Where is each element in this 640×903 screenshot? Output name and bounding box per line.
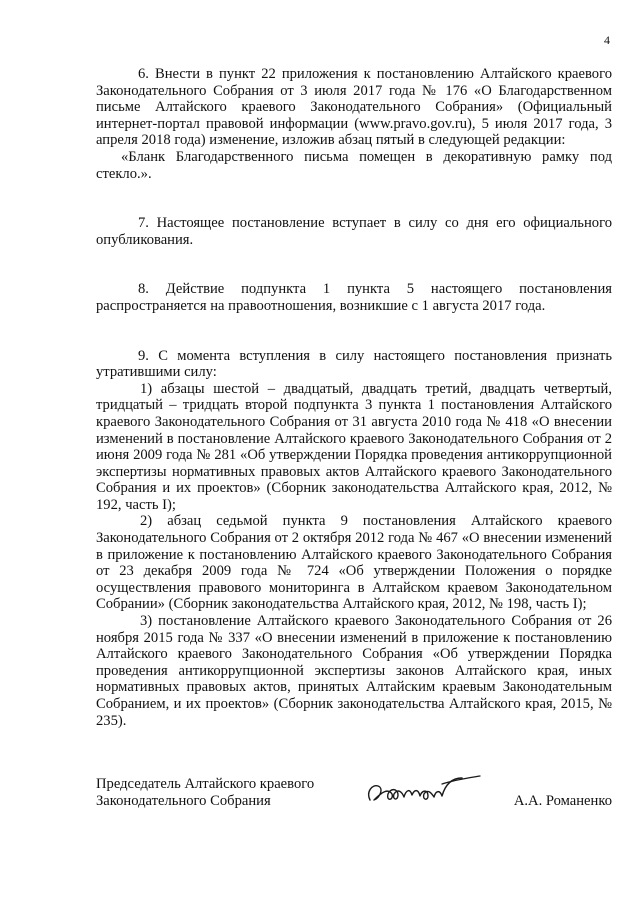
page-number: 4 bbox=[604, 33, 610, 47]
paragraph-6-quote: «Бланк Благодарственного письма помещен в декоративную рамку под стекло.». bbox=[96, 148, 612, 182]
paragraph-6: 6. Внести в пункт 22 приложения к постановлению Алтайского краевого Законодательного Собрания от 3 июля 2017 года № 176 «О Благодарственном письме Алтайского краевого Законодательного Собрания» (Официальный интернет-портал правовой информации (www.pravo.gov.ru), 5 июля 2017 года, 3 апреля 2018 года) изменение, изложив абзац пятый в следующей редакции: bbox=[96, 66, 612, 149]
handwritten-signature bbox=[364, 770, 484, 810]
signatory-position-line-2: Законодательного Собрания bbox=[96, 793, 271, 809]
signature-block bbox=[96, 776, 616, 826]
signatory-position-line-1: Председатель Алтайского краевого bbox=[96, 776, 315, 792]
paragraph-9-item-2: 2) абзац седьмой пункта 9 постановления Алтайского краевого Законодательного Собрания от 2 октября 2012 года № 467 «О внесении изменений в приложение к постановлению Алтайского краевого Законодательного Собрания от 23 декабря 2009 года № 724 «Об утверждении Положения о порядке осуществления правового мониторинга в Алтайском краевом Законодательном Собрании» (Сборник законодательства Алтайского края, 2012, № 198, часть I); bbox=[96, 513, 612, 613]
paragraph-7: 7. Настоящее постановление вступает в силу со дня его официального опубликования. bbox=[96, 215, 612, 248]
paragraph-8: 8. Действие подпункта 1 пункта 5 настоящего постановления распространяется на правоотношения, возникшие с 1 августа 2017 года. bbox=[96, 281, 612, 314]
paragraph-9: 9. С момента вступления в силу настоящего постановления признать утратившими силу: bbox=[96, 347, 612, 381]
paragraph-9-item-1: 1) абзацы шестой – двадцатый, двадцать третий, двадцать четвертый, тридцатый – тридцать второй подпункта 3 пункта 1 постановления Алтайского краевого Законодательного Собрания от 31 августа 2010 года № 418 «О внесении изменений в постановление Алтайского краевого Законодательного Собрания от 2 июня 2009 года № 281 «Об утверждении Порядка проведения антикоррупционной экспертизы нормативных правовых актов Алтайского краевого Законодательного Собрания и их проектов» (Сборник законодательства Алтайского края, 2012, № 192, часть I); bbox=[96, 380, 612, 513]
signatory-name: А.А. Романенко bbox=[513, 793, 612, 809]
paragraph-9-item-3: 3) постановление Алтайского краевого Законодательного Собрания от 26 ноября 2015 года № 337 «О внесении изменений в приложение к постановлению Алтайского краевого Законодательного Собрания «Об утверждении Порядка проведения антикоррупционной экспертизы законов Алтайского края, иных нормативных правовых актов, принятых Алтайским краевым Законодательным Собранием, и их проектов» (Сборник законодательства Алтайского края, 2015, № 235). bbox=[96, 613, 612, 729]
document-body bbox=[96, 66, 612, 729]
signatory-position bbox=[96, 776, 314, 810]
